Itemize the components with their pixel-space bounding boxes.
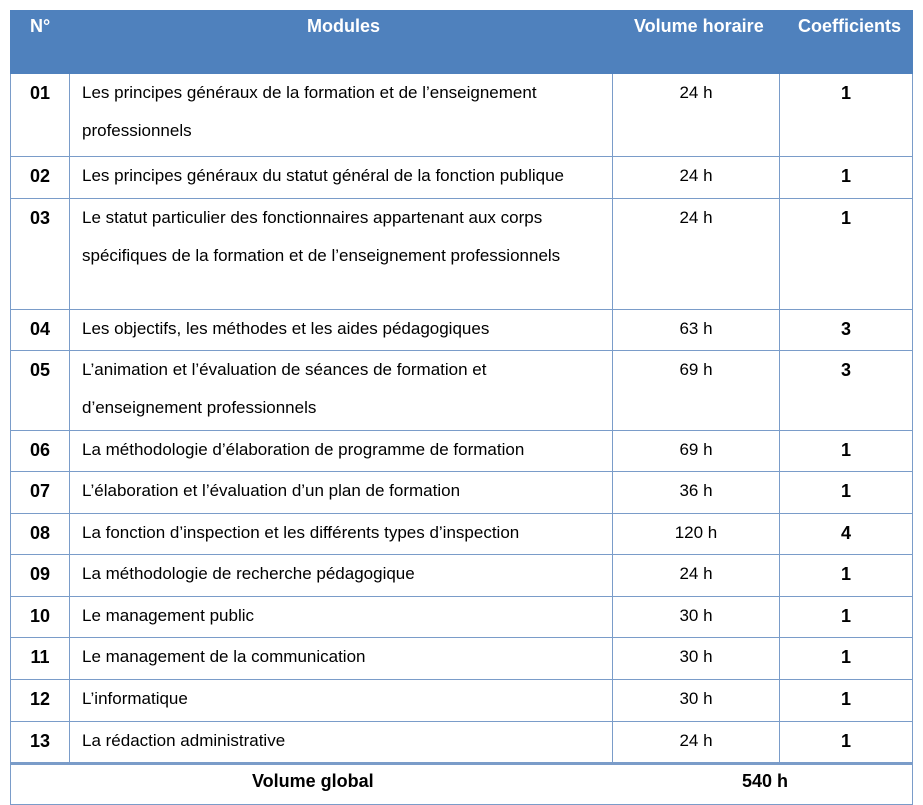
row-coefficient: 1 xyxy=(780,199,913,309)
table-row xyxy=(10,351,913,431)
row-coefficient: 3 xyxy=(780,351,913,430)
row-module xyxy=(70,514,613,554)
row-number: 05 xyxy=(10,351,70,430)
row-coefficient: 1 xyxy=(780,722,913,762)
row-module xyxy=(70,157,613,198)
table-row xyxy=(10,74,913,157)
row-coefficient: 1 xyxy=(780,431,913,471)
table-row xyxy=(10,472,913,514)
row-module xyxy=(70,722,613,762)
module-line: La fonction d’inspection et les différents types d’inspection xyxy=(82,523,520,542)
header-volume: Volume horaire xyxy=(634,16,764,36)
module-line: Les principes généraux du statut général de la fonction publique xyxy=(82,166,565,185)
row-volume: 24 h xyxy=(613,555,780,596)
row-number: 10 xyxy=(10,597,70,637)
row-number: 06 xyxy=(10,431,70,471)
table-row xyxy=(10,514,913,555)
module-line: Les principes généraux de la formation et de l’enseignement xyxy=(82,83,537,102)
row-number: 01 xyxy=(10,74,70,156)
row-module xyxy=(70,555,613,596)
row-volume: 69 h xyxy=(613,431,780,471)
row-volume: 24 h xyxy=(613,199,780,309)
row-coefficient: 4 xyxy=(780,514,913,554)
table-body xyxy=(10,74,913,763)
module-line: L’animation et l’évaluation de séances de formation et xyxy=(82,360,487,379)
row-coefficient: 1 xyxy=(780,157,913,198)
row-coefficient: 1 xyxy=(780,597,913,637)
row-module xyxy=(70,310,613,350)
module-line: spécifiques de la formation et de l’enseignement professionnels xyxy=(82,246,561,265)
row-volume: 24 h xyxy=(613,74,780,156)
module-line: professionnels xyxy=(82,121,192,140)
row-volume: 120 h xyxy=(613,514,780,554)
row-number: 13 xyxy=(10,722,70,762)
row-coefficient: 1 xyxy=(780,74,913,156)
total-label: Volume global xyxy=(252,771,374,791)
table-row xyxy=(10,680,913,722)
module-line: d’enseignement professionnels xyxy=(82,398,317,417)
row-volume: 24 h xyxy=(613,722,780,762)
row-volume: 30 h xyxy=(613,638,780,679)
row-module xyxy=(70,199,613,309)
row-number: 09 xyxy=(10,555,70,596)
table-row xyxy=(10,310,913,351)
modules-table xyxy=(10,10,913,805)
module-line: Le statut particulier des fonctionnaires appartenant aux corps xyxy=(82,208,543,227)
row-volume: 30 h xyxy=(613,597,780,637)
table-row xyxy=(10,638,913,680)
row-module xyxy=(70,638,613,679)
module-line: Le management public xyxy=(82,606,255,625)
row-module xyxy=(70,680,613,721)
row-coefficient: 1 xyxy=(780,472,913,513)
module-line: La méthodologie d’élaboration de programme de formation xyxy=(82,440,525,459)
row-number: 04 xyxy=(10,310,70,350)
header-coefficients: Coefficients xyxy=(798,16,902,36)
row-volume: 69 h xyxy=(613,351,780,430)
row-number: 11 xyxy=(10,638,70,679)
module-line: Les objectifs, les méthodes et les aides pédagogiques xyxy=(82,319,490,338)
row-module xyxy=(70,472,613,513)
row-module xyxy=(70,74,613,156)
header-modules: Modules xyxy=(307,16,381,36)
header-number: N° xyxy=(30,16,51,36)
table-row xyxy=(10,157,913,199)
module-line: L’élaboration et l’évaluation d’un plan de formation xyxy=(82,481,461,500)
table-header xyxy=(10,10,913,74)
row-number: 07 xyxy=(10,472,70,513)
row-module xyxy=(70,431,613,471)
module-line: La rédaction administrative xyxy=(82,731,286,750)
row-volume: 30 h xyxy=(613,680,780,721)
row-coefficient: 1 xyxy=(780,555,913,596)
total-value: 540 h xyxy=(742,771,789,791)
module-line: La méthodologie de recherche pédagogique xyxy=(82,564,415,583)
row-coefficient: 3 xyxy=(780,310,913,350)
table-row xyxy=(10,431,913,472)
module-line: L’informatique xyxy=(82,689,188,708)
row-module xyxy=(70,351,613,430)
row-coefficient: 1 xyxy=(780,680,913,721)
row-number: 08 xyxy=(10,514,70,554)
table-row xyxy=(10,199,913,310)
table-row xyxy=(10,555,913,597)
row-number: 02 xyxy=(10,157,70,198)
table-row xyxy=(10,597,913,638)
row-coefficient: 1 xyxy=(780,638,913,679)
row-volume: 24 h xyxy=(613,157,780,198)
row-volume: 36 h xyxy=(613,472,780,513)
module-line: Le management de la communication xyxy=(82,647,366,666)
row-module xyxy=(70,597,613,637)
row-volume: 63 h xyxy=(613,310,780,350)
total-row xyxy=(10,763,913,805)
row-number: 12 xyxy=(10,680,70,721)
table-row xyxy=(10,722,913,763)
row-number: 03 xyxy=(10,199,70,309)
